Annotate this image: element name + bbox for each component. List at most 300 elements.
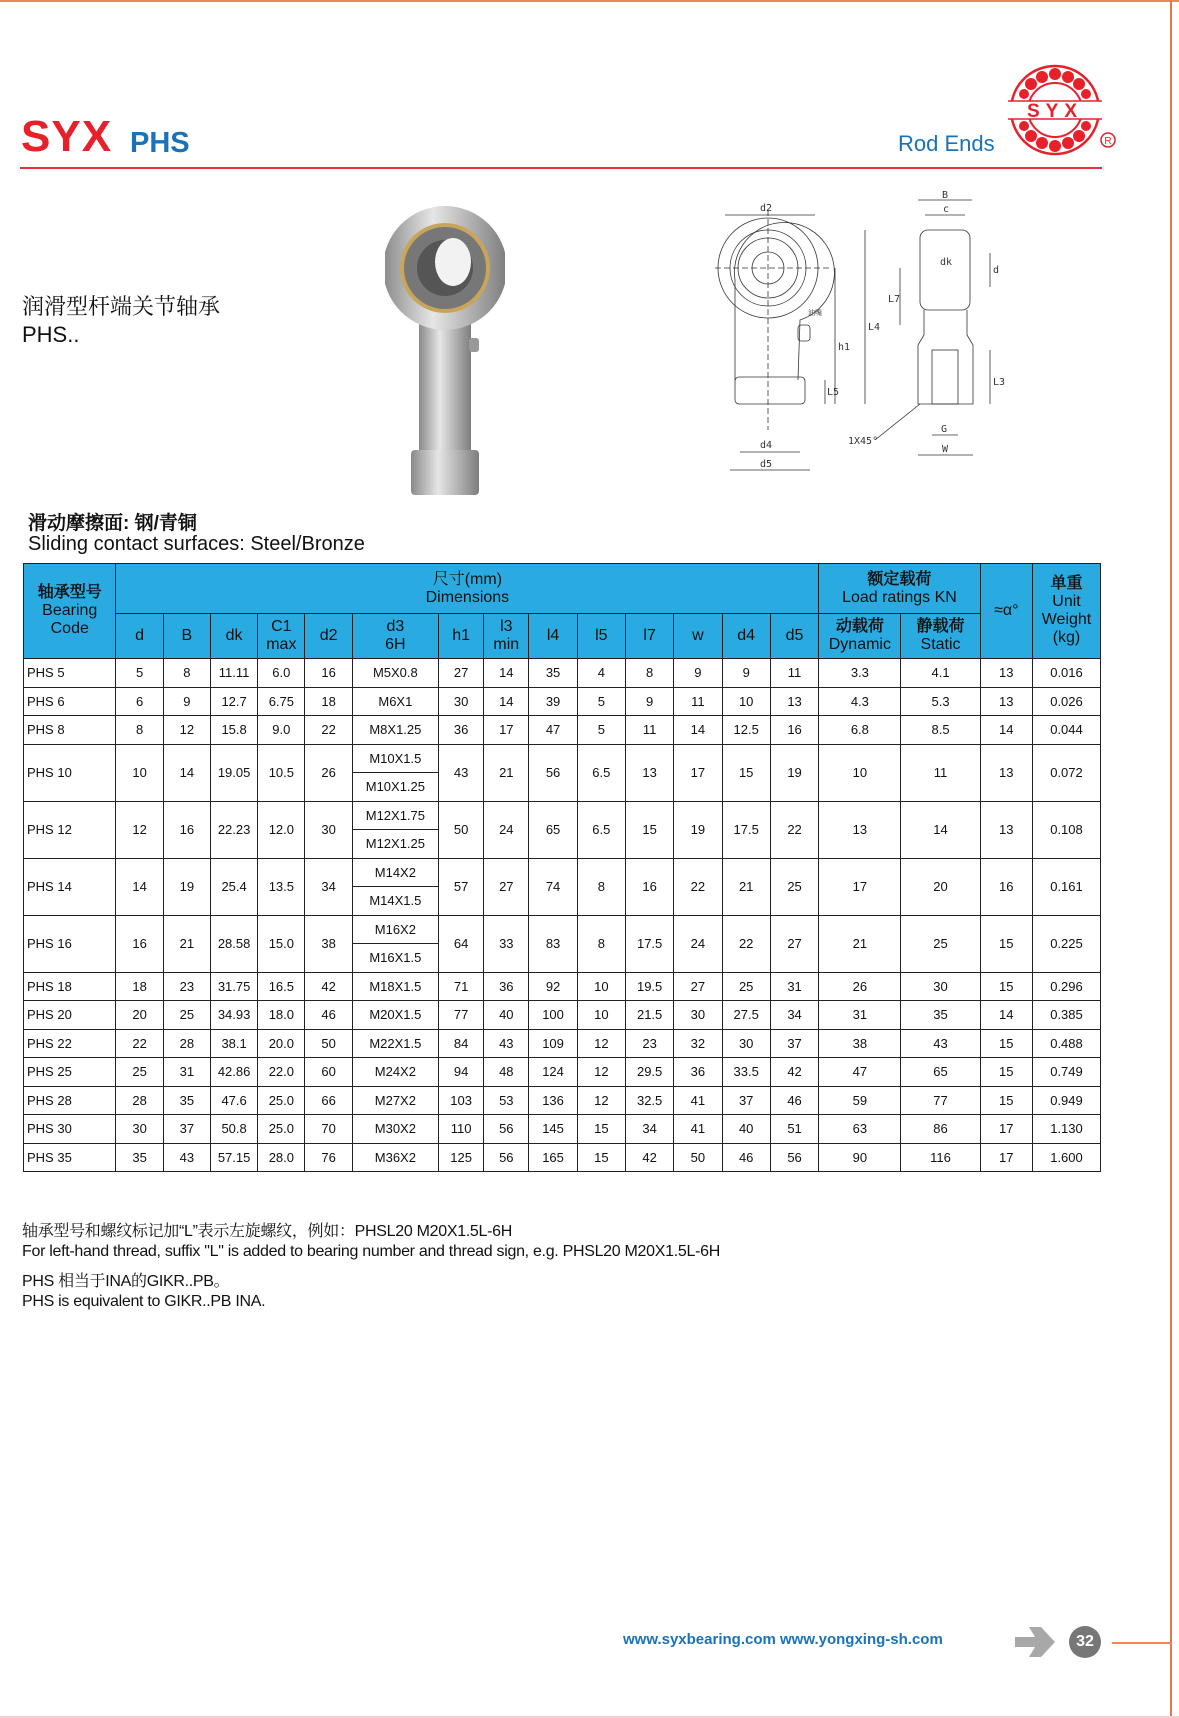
cell-c1: 28.0 xyxy=(258,1143,305,1172)
cell-d4: 21 xyxy=(722,858,770,915)
cell-d4: 22 xyxy=(722,915,770,972)
cell-weight: 0.044 xyxy=(1032,716,1100,745)
cell-l5: 6.5 xyxy=(577,801,625,858)
cell-l4: 100 xyxy=(529,1001,577,1030)
cell-d2: 16 xyxy=(305,659,352,688)
cell-d4: 17.5 xyxy=(722,801,770,858)
cell-d: 5 xyxy=(116,659,163,688)
cell-sta: 4.1 xyxy=(901,659,980,688)
cell-sta: 25 xyxy=(901,915,980,972)
cell-l7: 17.5 xyxy=(625,915,673,972)
col-h1: h1 xyxy=(439,614,484,659)
cell-w: 27 xyxy=(674,972,722,1001)
cell-b: 14 xyxy=(163,744,210,801)
cell-d: 20 xyxy=(116,1001,163,1030)
cell-c1: 6.0 xyxy=(258,659,305,688)
surface-material-en: Sliding contact surfaces: Steel/Bronze xyxy=(28,533,365,555)
cell-l4: 65 xyxy=(529,801,577,858)
cell-d5: 37 xyxy=(770,1029,818,1058)
label-b: B xyxy=(942,190,949,201)
cell-d: 28 xyxy=(116,1086,163,1115)
cell-h1: 50 xyxy=(439,801,484,858)
cell-d2: 38 xyxy=(305,915,352,972)
cell-l4: 39 xyxy=(529,687,577,716)
cell-h1: 110 xyxy=(439,1115,484,1144)
cell-d2: 26 xyxy=(305,744,352,801)
cell-l7: 15 xyxy=(625,801,673,858)
cell-alpha: 14 xyxy=(980,716,1032,745)
col-d2: d2 xyxy=(305,614,352,659)
col-l5: l5 xyxy=(577,614,625,659)
col-group-load-ratings: 额定载荷 Load ratings KN xyxy=(819,564,980,614)
cell-dyn: 38 xyxy=(819,1029,901,1058)
cell-w: 32 xyxy=(674,1029,722,1058)
page-number: 32 xyxy=(1069,1626,1101,1658)
table-row xyxy=(24,687,1101,716)
table-row xyxy=(24,659,1101,688)
cell-dk: 28.58 xyxy=(210,915,257,972)
cell-d3: M5X0.8 xyxy=(352,659,438,688)
cell-h1: 103 xyxy=(439,1086,484,1115)
col-static: 静载荷 Static xyxy=(901,614,980,659)
cell-sta: 43 xyxy=(901,1029,980,1058)
cell-c1: 15.0 xyxy=(258,915,305,972)
col-unit-weight: 单重 Unit Weight (kg) xyxy=(1032,564,1100,659)
cell-sta: 5.3 xyxy=(901,687,980,716)
cell-d2: 70 xyxy=(305,1115,352,1144)
cell-l4: 136 xyxy=(529,1086,577,1115)
cell-w: 50 xyxy=(674,1143,722,1172)
cell-l3: 33 xyxy=(484,915,529,972)
col-b: B xyxy=(163,614,210,659)
label-c: c xyxy=(943,204,950,215)
cell-l3: 14 xyxy=(484,659,529,688)
cell-d3: M8X1.25 xyxy=(352,716,438,745)
cell-d2: 50 xyxy=(305,1029,352,1058)
cell-d5: 19 xyxy=(770,744,818,801)
cell-l5: 8 xyxy=(577,858,625,915)
logo-text: SYX xyxy=(1026,101,1084,122)
cell-l7: 21.5 xyxy=(625,1001,673,1030)
cell-alpha: 15 xyxy=(980,1086,1032,1115)
cell-weight: 1.130 xyxy=(1032,1115,1100,1144)
cell-d: 6 xyxy=(116,687,163,716)
cell-d5: 51 xyxy=(770,1115,818,1144)
cell-l3: 48 xyxy=(484,1058,529,1087)
cell-bearing-code: PHS 22 xyxy=(24,1029,116,1058)
cell-c1: 18.0 xyxy=(258,1001,305,1030)
cell-d3 xyxy=(352,858,438,915)
cell-d3: M6X1 xyxy=(352,687,438,716)
cell-w: 22 xyxy=(674,858,722,915)
cell-alpha: 13 xyxy=(980,744,1032,801)
cell-alpha: 15 xyxy=(980,1058,1032,1087)
note-left-hand-en: For left-hand thread, suffix "L" is added to bearing number and thread sign, e.g. PHSL20 M20X1.5L-6H xyxy=(22,1243,720,1260)
table-row xyxy=(24,1058,1101,1087)
cell-dk: 15.8 xyxy=(210,716,257,745)
cell-l5: 8 xyxy=(577,915,625,972)
cell-d2: 76 xyxy=(305,1143,352,1172)
cell-weight: 0.225 xyxy=(1032,915,1100,972)
cell-sta: 30 xyxy=(901,972,980,1001)
cell-bearing-code: PHS 35 xyxy=(24,1143,116,1172)
cell-b: 12 xyxy=(163,716,210,745)
footer-website-links[interactable]: www.syxbearing.com www.yongxing-sh.com xyxy=(623,1631,943,1648)
col-dk: dk xyxy=(210,614,257,659)
cell-l3: 27 xyxy=(484,858,529,915)
cell-l5: 15 xyxy=(577,1143,625,1172)
cell-dyn: 47 xyxy=(819,1058,901,1087)
cell-d: 8 xyxy=(116,716,163,745)
cell-h1: 125 xyxy=(439,1143,484,1172)
cell-d5: 13 xyxy=(770,687,818,716)
cell-d5: 34 xyxy=(770,1001,818,1030)
cell-bearing-code: PHS 5 xyxy=(24,659,116,688)
thread-fine: M10X1.25 xyxy=(365,779,425,794)
cell-w: 41 xyxy=(674,1086,722,1115)
cell-d4: 25 xyxy=(722,972,770,1001)
label-d: d xyxy=(993,265,1000,276)
cell-l5: 6.5 xyxy=(577,744,625,801)
cell-c1: 12.0 xyxy=(258,801,305,858)
cell-l5: 12 xyxy=(577,1029,625,1058)
cell-d3: M18X1.5 xyxy=(352,972,438,1001)
cell-h1: 57 xyxy=(439,858,484,915)
cell-w: 41 xyxy=(674,1115,722,1144)
cell-d3: M24X2 xyxy=(352,1058,438,1087)
cell-d: 25 xyxy=(116,1058,163,1087)
col-bearing-code: 轴承型号 Bearing Code xyxy=(24,564,116,659)
cell-b: 25 xyxy=(163,1001,210,1030)
cell-bearing-code: PHS 28 xyxy=(24,1086,116,1115)
cell-d4: 9 xyxy=(722,659,770,688)
label-d5: d5 xyxy=(760,459,773,470)
thread-coarse: M12X1.75 xyxy=(353,802,438,830)
cell-weight: 0.072 xyxy=(1032,744,1100,801)
cell-dk: 22.23 xyxy=(210,801,257,858)
cell-d2: 34 xyxy=(305,858,352,915)
table-row xyxy=(24,915,1101,972)
cell-d2: 46 xyxy=(305,1001,352,1030)
cell-d5: 25 xyxy=(770,858,818,915)
cell-c1: 16.5 xyxy=(258,972,305,1001)
cell-dyn: 4.3 xyxy=(819,687,901,716)
cell-d3 xyxy=(352,744,438,801)
table-row xyxy=(24,972,1101,1001)
cell-sta: 65 xyxy=(901,1058,980,1087)
cell-l4: 56 xyxy=(529,744,577,801)
cell-bearing-code: PHS 14 xyxy=(24,858,116,915)
cell-b: 23 xyxy=(163,972,210,1001)
cell-l7: 16 xyxy=(625,858,673,915)
cell-dyn: 31 xyxy=(819,1001,901,1030)
col-c1: C1 max xyxy=(258,614,305,659)
table-row xyxy=(24,744,1101,801)
cell-c1: 9.0 xyxy=(258,716,305,745)
cell-l7: 29.5 xyxy=(625,1058,673,1087)
note-equivalent-cn: PHS 相当于INA的GIKR..PB。 xyxy=(22,1273,230,1290)
cell-l4: 74 xyxy=(529,858,577,915)
cell-c1: 13.5 xyxy=(258,858,305,915)
thread-fine: M14X1.5 xyxy=(369,893,422,908)
cell-dyn: 13 xyxy=(819,801,901,858)
cell-l3: 14 xyxy=(484,687,529,716)
cell-d: 16 xyxy=(116,915,163,972)
col-d4: d4 xyxy=(722,614,770,659)
cell-dyn: 63 xyxy=(819,1115,901,1144)
cell-d: 10 xyxy=(116,744,163,801)
cell-dk: 25.4 xyxy=(210,858,257,915)
cell-l5: 10 xyxy=(577,972,625,1001)
cell-weight: 0.385 xyxy=(1032,1001,1100,1030)
cell-d4: 33.5 xyxy=(722,1058,770,1087)
cell-h1: 30 xyxy=(439,687,484,716)
cell-dk: 19.05 xyxy=(210,744,257,801)
label-d2: d2 xyxy=(760,203,773,214)
cell-bearing-code: PHS 6 xyxy=(24,687,116,716)
rod-end-photo xyxy=(385,200,505,500)
cell-d5: 16 xyxy=(770,716,818,745)
cell-sta: 116 xyxy=(901,1143,980,1172)
cell-alpha: 17 xyxy=(980,1115,1032,1144)
cell-d2: 60 xyxy=(305,1058,352,1087)
label-l3: L3 xyxy=(993,377,1006,388)
cell-alpha: 17 xyxy=(980,1143,1032,1172)
cell-alpha: 13 xyxy=(980,687,1032,716)
cell-l3: 36 xyxy=(484,972,529,1001)
cell-d: 22 xyxy=(116,1029,163,1058)
cell-weight: 0.949 xyxy=(1032,1086,1100,1115)
cell-d5: 31 xyxy=(770,972,818,1001)
cell-dyn: 6.8 xyxy=(819,716,901,745)
cell-dk: 42.86 xyxy=(210,1058,257,1087)
cell-d5: 46 xyxy=(770,1086,818,1115)
note-left-hand-cn: 轴承型号和螺纹标记加“L”表示左旋螺纹，例如：PHSL20 M20X1.5L-6H xyxy=(22,1223,513,1240)
cell-l7: 42 xyxy=(625,1143,673,1172)
cell-weight: 0.016 xyxy=(1032,659,1100,688)
cell-d: 18 xyxy=(116,972,163,1001)
cell-w: 24 xyxy=(674,915,722,972)
cell-l7: 9 xyxy=(625,687,673,716)
cell-weight: 0.488 xyxy=(1032,1029,1100,1058)
cell-c1: 25.0 xyxy=(258,1115,305,1144)
cell-l4: 92 xyxy=(529,972,577,1001)
cell-dyn: 21 xyxy=(819,915,901,972)
cell-dyn: 90 xyxy=(819,1143,901,1172)
cell-dk: 34.93 xyxy=(210,1001,257,1030)
cell-dyn: 3.3 xyxy=(819,659,901,688)
table-row xyxy=(24,1029,1101,1058)
cell-h1: 77 xyxy=(439,1001,484,1030)
cell-l7: 8 xyxy=(625,659,673,688)
col-alpha: ≈α° xyxy=(980,564,1032,659)
cell-dk: 11.11 xyxy=(210,659,257,688)
label-chamfer: 1X45° xyxy=(848,436,879,447)
col-dynamic: 动载荷 Dynamic xyxy=(819,614,901,659)
cell-dk: 12.7 xyxy=(210,687,257,716)
note-equivalent-en: PHS is equivalent to GIKR..PB INA. xyxy=(22,1293,266,1310)
cell-d2: 66 xyxy=(305,1086,352,1115)
cell-d3: M36X2 xyxy=(352,1143,438,1172)
cell-alpha: 15 xyxy=(980,1029,1032,1058)
cell-d: 12 xyxy=(116,801,163,858)
cell-weight: 0.161 xyxy=(1032,858,1100,915)
cell-w: 14 xyxy=(674,716,722,745)
cell-d4: 10 xyxy=(722,687,770,716)
arrow-right-icon xyxy=(1015,1627,1055,1657)
cell-d3: M27X2 xyxy=(352,1086,438,1115)
cell-d3 xyxy=(352,915,438,972)
cell-l4: 35 xyxy=(529,659,577,688)
cell-l7: 13 xyxy=(625,744,673,801)
svg-text:R: R xyxy=(1104,136,1112,147)
table-row xyxy=(24,801,1101,858)
cell-dk: 47.6 xyxy=(210,1086,257,1115)
cell-l4: 124 xyxy=(529,1058,577,1087)
cell-weight: 0.296 xyxy=(1032,972,1100,1001)
cell-weight: 0.108 xyxy=(1032,801,1100,858)
cell-alpha: 13 xyxy=(980,801,1032,858)
cell-dk: 57.15 xyxy=(210,1143,257,1172)
cell-l5: 15 xyxy=(577,1115,625,1144)
col-l4: l4 xyxy=(529,614,577,659)
cell-alpha: 13 xyxy=(980,659,1032,688)
cell-c1: 22.0 xyxy=(258,1058,305,1087)
label-g: G xyxy=(941,424,948,435)
cell-bearing-code: PHS 30 xyxy=(24,1115,116,1144)
cell-h1: 43 xyxy=(439,744,484,801)
cell-dyn: 26 xyxy=(819,972,901,1001)
cell-weight: 0.026 xyxy=(1032,687,1100,716)
cell-bearing-code: PHS 8 xyxy=(24,716,116,745)
cell-c1: 10.5 xyxy=(258,744,305,801)
col-group-dimensions: 尺寸(mm) Dimensions xyxy=(116,564,819,614)
thread-coarse: M16X2 xyxy=(353,916,438,944)
cell-l4: 47 xyxy=(529,716,577,745)
cell-d4: 27.5 xyxy=(722,1001,770,1030)
cell-h1: 94 xyxy=(439,1058,484,1087)
footer-divider xyxy=(1112,1642,1172,1644)
product-title-en: PHS.. xyxy=(22,322,80,347)
cell-l3: 24 xyxy=(484,801,529,858)
cell-d5: 22 xyxy=(770,801,818,858)
cell-l3: 21 xyxy=(484,744,529,801)
cell-d4: 40 xyxy=(722,1115,770,1144)
cell-d4: 30 xyxy=(722,1029,770,1058)
cell-l3: 53 xyxy=(484,1086,529,1115)
thread-coarse: M10X1.5 xyxy=(353,745,438,773)
label-l4: L4 xyxy=(868,322,881,333)
col-d: d xyxy=(116,614,163,659)
cell-l3: 43 xyxy=(484,1029,529,1058)
cell-l3: 40 xyxy=(484,1001,529,1030)
cell-d: 35 xyxy=(116,1143,163,1172)
cell-d4: 46 xyxy=(722,1143,770,1172)
thread-fine: M16X1.5 xyxy=(369,950,422,965)
series-name: PHS xyxy=(130,127,190,159)
col-l3: l3 min xyxy=(484,614,529,659)
category-title: Rod Ends xyxy=(898,131,995,156)
cell-l5: 12 xyxy=(577,1058,625,1087)
cell-w: 11 xyxy=(674,687,722,716)
cell-alpha: 14 xyxy=(980,1001,1032,1030)
cell-b: 8 xyxy=(163,659,210,688)
table-row xyxy=(24,858,1101,915)
cell-w: 19 xyxy=(674,801,722,858)
cell-h1: 64 xyxy=(439,915,484,972)
cell-d5: 56 xyxy=(770,1143,818,1172)
cell-bearing-code: PHS 12 xyxy=(24,801,116,858)
cell-l5: 10 xyxy=(577,1001,625,1030)
cell-dk: 50.8 xyxy=(210,1115,257,1144)
table-row xyxy=(24,1115,1101,1144)
thread-fine: M12X1.25 xyxy=(365,836,425,851)
page-frame-top xyxy=(0,0,1179,2)
label-l5: L5 xyxy=(827,387,840,398)
cell-l7: 34 xyxy=(625,1115,673,1144)
cell-sta: 8.5 xyxy=(901,716,980,745)
cell-l4: 83 xyxy=(529,915,577,972)
cell-bearing-code: PHS 18 xyxy=(24,972,116,1001)
syx-logo xyxy=(1005,60,1117,162)
cell-b: 28 xyxy=(163,1029,210,1058)
cell-d5: 42 xyxy=(770,1058,818,1087)
col-d5: d5 xyxy=(770,614,818,659)
cell-weight: 1.600 xyxy=(1032,1143,1100,1172)
cell-l4: 109 xyxy=(529,1029,577,1058)
cell-sta: 86 xyxy=(901,1115,980,1144)
cell-bearing-code: PHS 20 xyxy=(24,1001,116,1030)
cell-l3: 56 xyxy=(484,1143,529,1172)
cell-l3: 17 xyxy=(484,716,529,745)
thread-coarse: M14X2 xyxy=(353,859,438,887)
col-w: w xyxy=(674,614,722,659)
col-l7: l7 xyxy=(625,614,673,659)
cell-d4: 37 xyxy=(722,1086,770,1115)
cell-d2: 22 xyxy=(305,716,352,745)
cell-d3: M20X1.5 xyxy=(352,1001,438,1030)
cell-d3: M22X1.5 xyxy=(352,1029,438,1058)
cell-b: 19 xyxy=(163,858,210,915)
cell-weight: 0.749 xyxy=(1032,1058,1100,1087)
spec-table xyxy=(23,563,1101,1172)
cell-b: 21 xyxy=(163,915,210,972)
page-frame-right xyxy=(1170,0,1172,1718)
cell-b: 9 xyxy=(163,687,210,716)
cell-h1: 71 xyxy=(439,972,484,1001)
cell-dyn: 17 xyxy=(819,858,901,915)
cell-bearing-code: PHS 25 xyxy=(24,1058,116,1087)
cell-l4: 145 xyxy=(529,1115,577,1144)
cell-d2: 18 xyxy=(305,687,352,716)
cell-b: 31 xyxy=(163,1058,210,1087)
cell-l7: 11 xyxy=(625,716,673,745)
col-d3: d3 6H xyxy=(352,614,438,659)
cell-d3 xyxy=(352,801,438,858)
cell-d4: 12.5 xyxy=(722,716,770,745)
cell-d: 14 xyxy=(116,858,163,915)
cell-b: 43 xyxy=(163,1143,210,1172)
cell-sta: 20 xyxy=(901,858,980,915)
cell-w: 30 xyxy=(674,1001,722,1030)
cell-c1: 6.75 xyxy=(258,687,305,716)
cell-alpha: 15 xyxy=(980,915,1032,972)
label-oil-nipple: 油嘴 xyxy=(808,309,822,317)
cell-c1: 25.0 xyxy=(258,1086,305,1115)
cell-l7: 32.5 xyxy=(625,1086,673,1115)
cell-l5: 4 xyxy=(577,659,625,688)
cell-sta: 35 xyxy=(901,1001,980,1030)
